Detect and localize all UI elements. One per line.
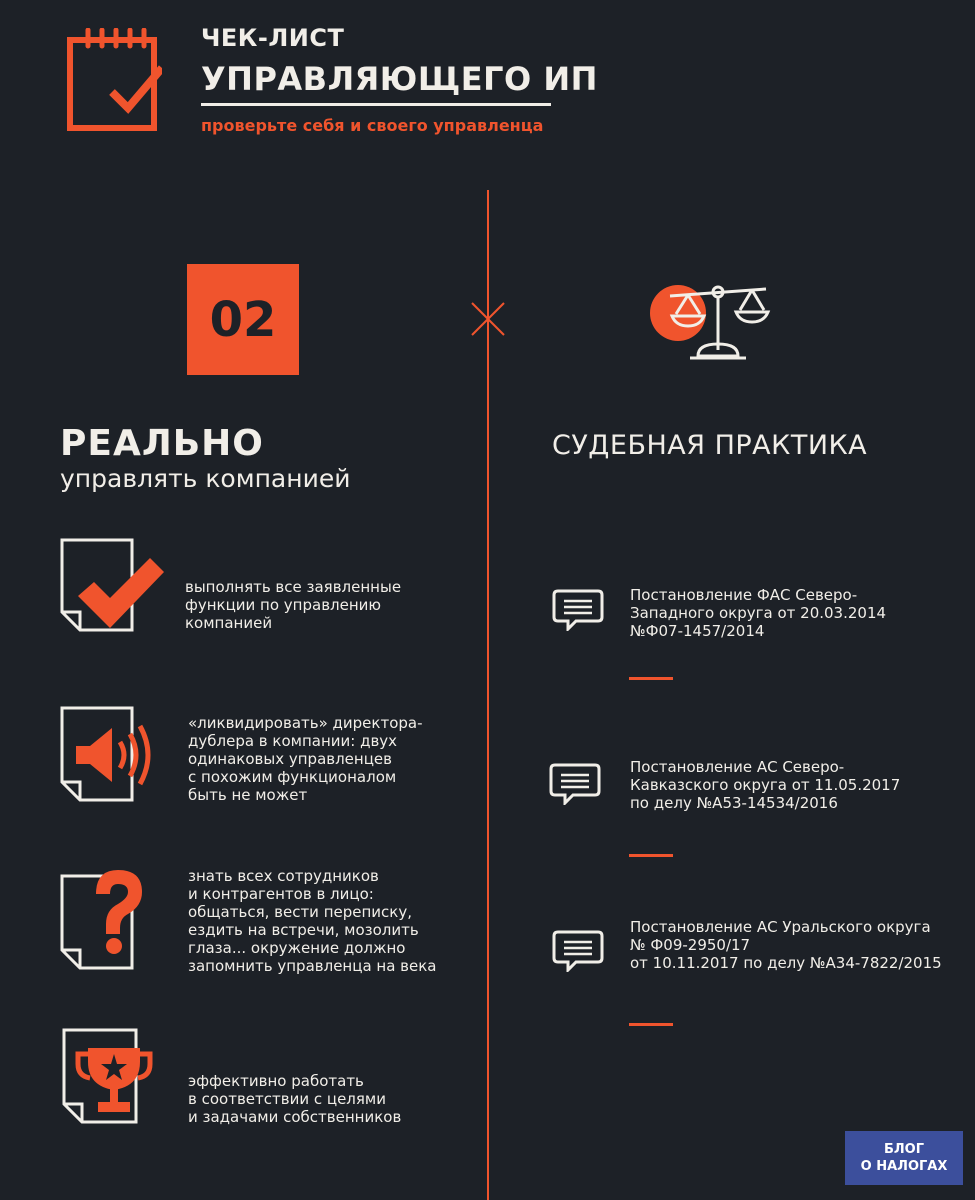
- scales-icon: [650, 280, 772, 364]
- badge-line1: БЛОГ: [883, 1142, 925, 1157]
- chat-bubble-icon: [552, 589, 604, 631]
- header-title-line2: УПРАВЛЯЮЩЕГО ИП: [201, 60, 598, 98]
- item-text: выполнять все заявленные функции по управлению компанией: [185, 578, 402, 632]
- right-heading: СУДЕБНАЯ ПРАКТИКА: [552, 430, 868, 461]
- item-text: знать всех сотрудников и контрагентов в лицо: общаться, вести переписку, ездить на встречи, мозолить глаза... окружение должно запомнить управленца на века: [188, 867, 437, 975]
- cross-icon: [470, 301, 506, 337]
- vertical-divider: [487, 190, 489, 1200]
- case-separator: [629, 1023, 673, 1026]
- item-text: «ликвидировать» директора- дублера в компании: двух одинаковых управленцев с похожим функционалом быть не может: [188, 714, 423, 804]
- section-number: 02: [187, 264, 299, 375]
- checkmark-icon: [58, 536, 166, 632]
- case-text: Постановление АС Северо- Кавказского округа от 11.05.2017 по делу №А53-14534/2016: [630, 758, 901, 812]
- speaker-icon: [58, 704, 158, 802]
- item-text: эффективно работать в соответствии с целями и задачами собственников: [188, 1072, 402, 1126]
- calendar-check-icon: [66, 28, 162, 134]
- left-subheading: управлять компанией: [60, 464, 351, 493]
- header-title-line1: ЧЕК-ЛИСТ: [201, 24, 345, 52]
- blog-badge[interactable]: [845, 1131, 963, 1185]
- chat-bubble-icon: [552, 930, 604, 972]
- header-underline: [201, 103, 551, 106]
- badge-line2: О НАЛОГАХ: [860, 1159, 948, 1174]
- case-separator: [629, 854, 673, 857]
- case-separator: [629, 677, 673, 680]
- trophy-icon: [58, 1026, 154, 1124]
- question-icon: [58, 866, 150, 972]
- case-text: Постановление АС Уральского округа № Ф09-2950/17 от 10.11.2017 по делу №А34-7822/2015: [630, 918, 942, 972]
- left-heading: РЕАЛЬНО: [60, 423, 264, 464]
- case-text: Постановление ФАС Северо- Западного округа от 20.03.2014 №Ф07-1457/2014: [630, 586, 887, 640]
- chat-bubble-icon: [549, 763, 601, 805]
- header-subtitle: проверьте себя и своего управленца: [201, 116, 544, 135]
